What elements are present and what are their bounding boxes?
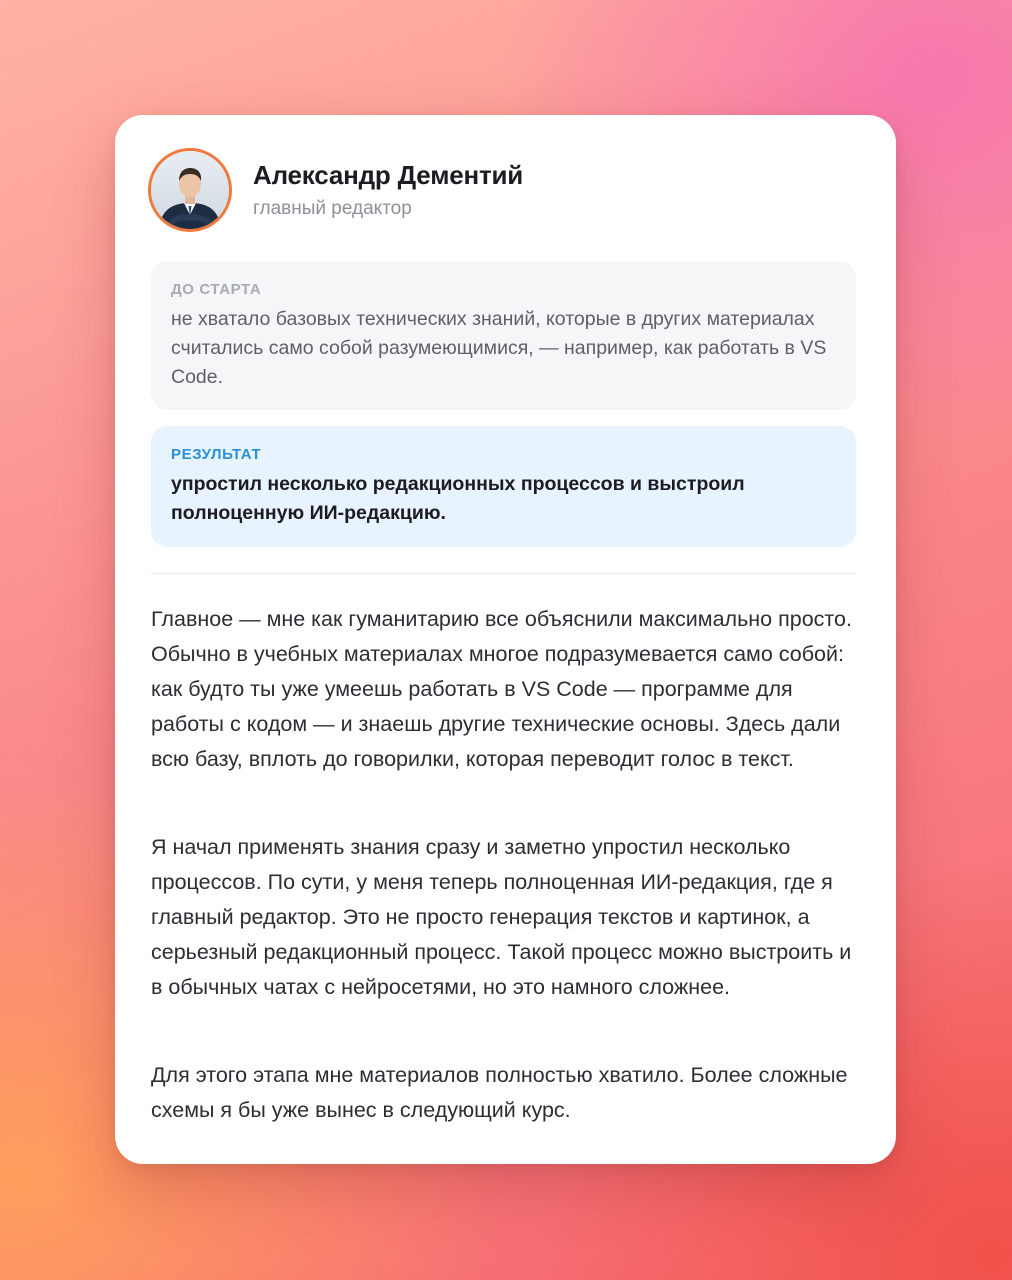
testimonial-card — [115, 115, 896, 1164]
review-paragraph-1: Главное — мне как гуманитарию все объяснили максимально просто. Обычно в учебных материалах многое подразумевается само собой: как будто ты уже умеешь работать в VS Code — программе для работы с кодом — и знаешь другие технические основы. Здесь дали всю базу, вплоть до говорилки, которая переводит голос в текст. — [151, 607, 852, 771]
result-block — [151, 426, 856, 547]
author-info — [253, 159, 523, 221]
author-profile — [148, 148, 523, 232]
before-start-text: не хватало базовых технических знаний, которые в других материалах считались само собой разумеющимися, — например, как работать в VS Code. — [171, 308, 827, 388]
author-role: главный редактор — [253, 198, 412, 219]
result-label: РЕЗУЛЬТАТ — [171, 446, 262, 463]
before-start-block — [151, 261, 856, 410]
author-photo — [151, 151, 229, 229]
review-paragraph-3: Для этого этапа мне материалов полностью хватило. Более сложные схемы я бы уже вынес в следующий курс. — [151, 1063, 848, 1122]
review-paragraph-2: Я начал применять знания сразу и заметно упростил несколько процессов. По сути, у меня теперь полноценная ИИ-редакция, где я главный редактор. Это не просто генерация текстов и картинок, а серьезный редакционный процесс. Такой процесс можно выстроить и в обычных чатах с нейросетями, но это намного сложнее. — [151, 835, 852, 999]
result-text: упростил несколько редакционных процессов и выстроил полноценную ИИ-редакцию. — [171, 473, 745, 524]
author-name: Александр Дементий — [253, 160, 524, 190]
before-start-label: ДО СТАРТА — [171, 281, 262, 298]
author-avatar — [148, 148, 232, 232]
divider — [151, 573, 856, 574]
